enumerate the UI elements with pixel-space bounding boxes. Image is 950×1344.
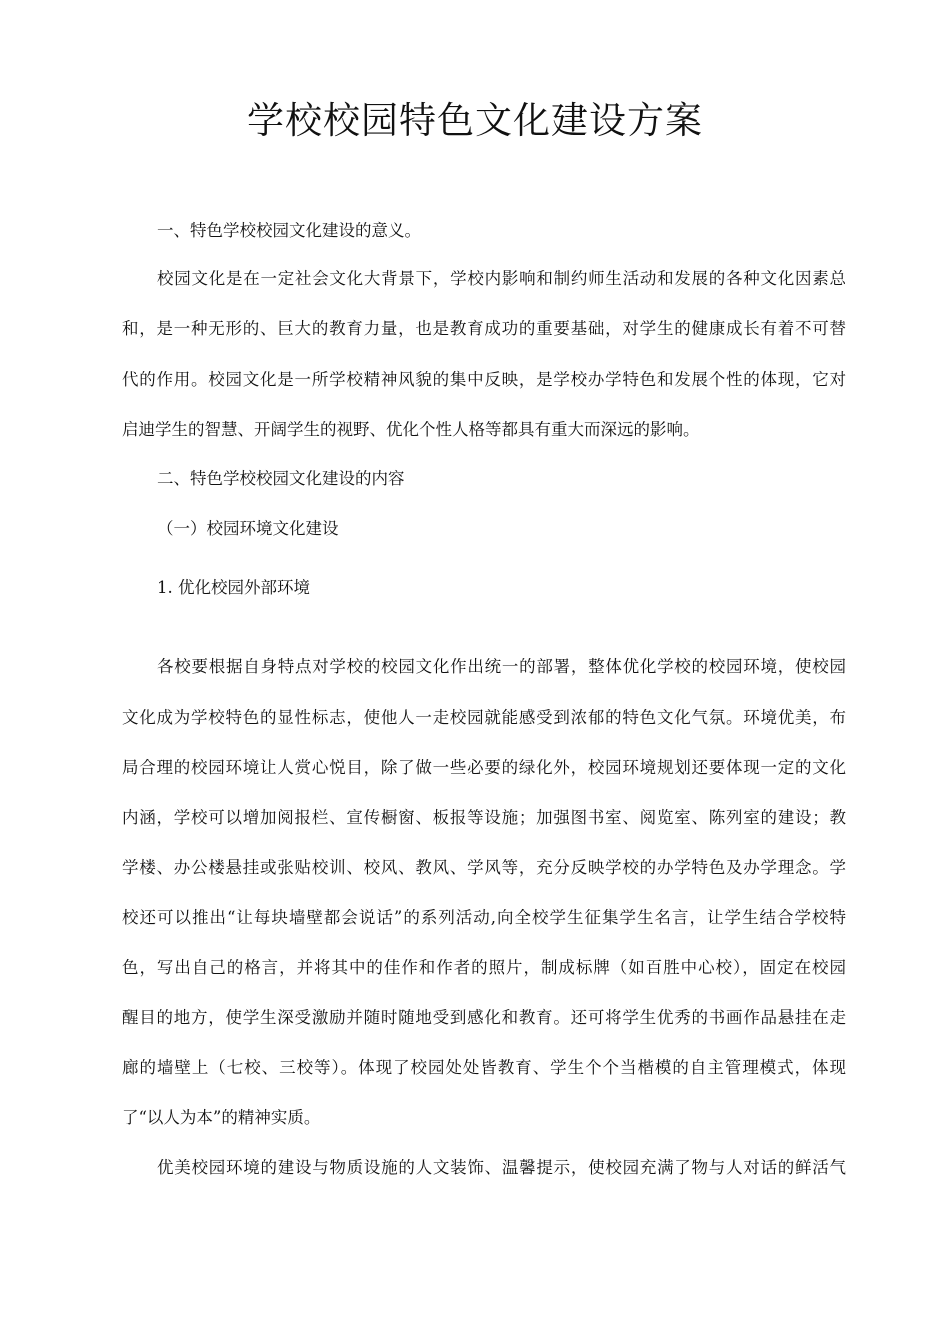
section-1-heading: 一、特色学校校园文化建设的意义。 <box>157 221 421 240</box>
paragraph-1-line-1: 校园文化是在一定社会文化大背景下，学校内影响和制约师生活动和发展的各种文化因素总 <box>157 269 846 288</box>
paragraph-1-line-2: 和，是一种无形的、巨大的教育力量，也是教育成功的重要基础，对学生的健康成长有着不可替 <box>122 319 846 338</box>
item-1-heading: 1. 优化校园外部环境 <box>157 578 310 597</box>
paragraph-2-line-10: 了“以人为本”的精神实质。 <box>122 1108 321 1127</box>
paragraph-2-line-8: 醒目的地方，使学生深受激励并随时随地受到感化和教育。还可将学生优秀的书画作品悬挂在走 <box>122 1008 846 1027</box>
document-title: 学校校园特色文化建设方案 <box>247 99 703 142</box>
section-2-heading: 二、特色学校校园文化建设的内容 <box>157 469 405 488</box>
paragraph-2-line-1: 各校要根据自身特点对学校的校园文化作出统一的部署，整体优化学校的校园环境，使校园 <box>157 657 846 676</box>
paragraph-3-line-1: 优美校园环境的建设与物质设施的人文装饰、温馨提示，使校园充满了物与人对话的鲜活气 <box>157 1158 846 1177</box>
paragraph-2-line-5: 学楼、办公楼悬挂或张贴校训、校风、教风、学风等，充分反映学校的办学特色及办学理念。学 <box>122 858 846 877</box>
subsection-1-heading: （一）校园环境文化建设 <box>157 519 339 538</box>
paragraph-2-line-7: 色，写出自己的格言，并将其中的佳作和作者的照片，制成标牌（如百胜中心校），固定在校园 <box>122 958 846 977</box>
paragraph-2-line-2: 文化成为学校特色的显性标志，使他人一走校园就能感受到浓郁的特色文化气氛。环境优美，布 <box>122 708 846 727</box>
paragraph-1-line-3: 代的作用。校园文化是一所学校精神风貌的集中反映，是学校办学特色和发展个性的体现，它对 <box>122 370 846 389</box>
paragraph-2-line-6: 校还可以推出“让每块墙壁都会说话”的系列活动,向全校学生征集学生名言，让学生结合学校特 <box>122 908 846 927</box>
paragraph-1-line-4: 启迪学生的智慧、开阔学生的视野、优化个性人格等都具有重大而深远的影响。 <box>122 420 700 439</box>
paragraph-2-line-4: 内涵，学校可以增加阅报栏、宣传橱窗、板报等设施；加强图书室、阅览室、陈列室的建设；教 <box>122 808 846 827</box>
paragraph-2-line-9: 廊的墙壁上（七校、三校等）。体现了校园处处皆教育、学生个个当楷模的自主管理模式，体现 <box>122 1058 846 1077</box>
paragraph-2-line-3: 局合理的校园环境让人赏心悦目，除了做一些必要的绿化外，校园环境规划还要体现一定的文化 <box>122 758 846 777</box>
